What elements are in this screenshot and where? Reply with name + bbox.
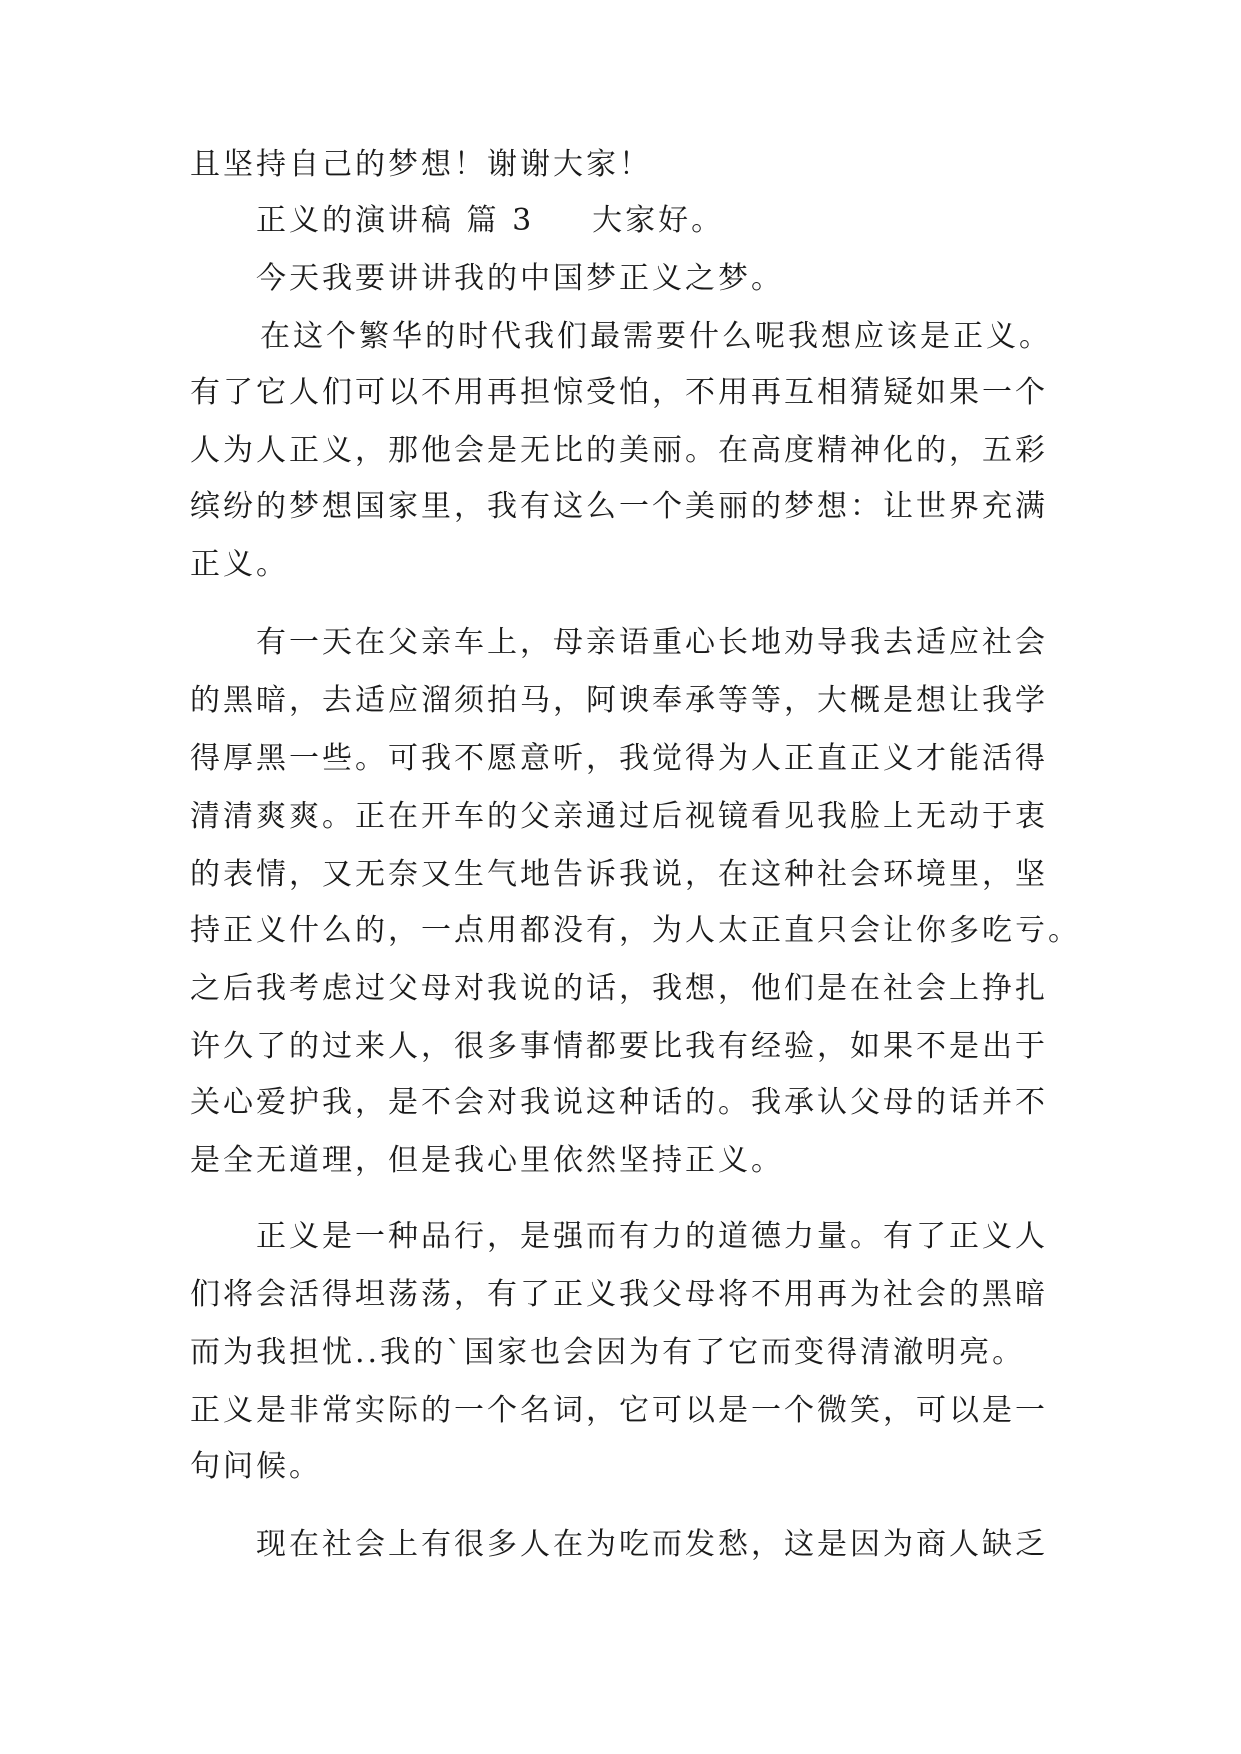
text-line: 人为人正义，那他会是无比的美丽。在高度精神化的，五彩: [190, 433, 1048, 468]
text-line: 正义是一种品行，是强而有力的道德力量。有了正义人: [256, 1219, 1048, 1254]
section-title: 正义的演讲稿 篇 3: [256, 203, 535, 238]
greeting: 大家好。: [592, 203, 725, 238]
text-line: 句问候。: [190, 1449, 322, 1484]
text-line: 许久了的过来人，很多事情都要比我有经验，如果不是出于: [190, 1029, 1048, 1064]
text-line: 今天我要讲讲我的中国梦正义之梦。: [256, 261, 784, 296]
text-line: 之后我考虑过父母对我说的话，我想，他们是在社会上挣扎: [190, 971, 1048, 1006]
text-line: 是全无道理，但是我心里依然坚持正义。: [190, 1143, 784, 1178]
text-line: 正义。: [190, 547, 289, 582]
text-line: 的黑暗，去适应溜须拍马，阿谀奉承等等，大概是想让我学: [190, 683, 1048, 718]
text-line: 清清爽爽。正在开车的父亲通过后视镜看见我脸上无动于衷: [190, 799, 1048, 834]
section-heading: [256, 203, 725, 238]
text-line: 正义是非常实际的一个名词，它可以是一个微笑，可以是一: [190, 1393, 1048, 1428]
text-line: 且坚持自己的梦想！谢谢大家！: [190, 147, 652, 182]
text-line: 有了它人们可以不用再担惊受怕，不用再互相猜疑如果一个: [190, 375, 1048, 410]
text-line: 缤纷的梦想国家里，我有这么一个美丽的梦想：让世界充满: [190, 489, 1048, 524]
text-line: 在这个繁华的时代我们最需要什么呢我想应该是正义。: [260, 319, 1052, 354]
text-line: 关心爱护我，是不会对我说这种话的。我承认父母的话并不: [190, 1085, 1048, 1120]
text-line: 而为我担忧..我的`国家也会因为有了它而变得清澈明亮。: [190, 1335, 1026, 1370]
text-line: 的表情，又无奈又生气地告诉我说，在这种社会环境里，坚: [190, 857, 1048, 892]
text-line: 现在社会上有很多人在为吃而发愁，这是因为商人缺乏: [256, 1527, 1048, 1562]
text-line: 们将会活得坦荡荡，有了正义我父母将不用再为社会的黑暗: [190, 1277, 1048, 1312]
text-line: 得厚黑一些。可我不愿意听，我觉得为人正直正义才能活得: [190, 741, 1048, 776]
text-line: 持正义什么的，一点用都没有，为人太正直只会让你多吃亏。: [190, 913, 1081, 948]
text-line: 有一天在父亲车上，母亲语重心长地劝导我去适应社会: [256, 625, 1048, 660]
